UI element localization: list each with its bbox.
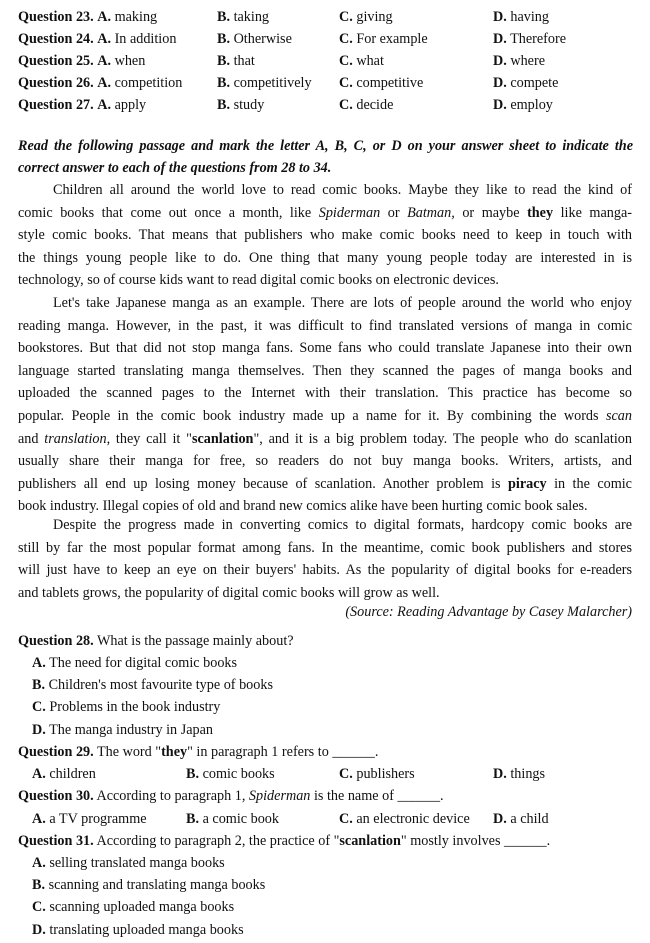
question-number: Question 29. — [18, 744, 94, 760]
passage-line: usually share their manga for free, so readers do not buy manga books. Writers, artists, and — [18, 453, 632, 470]
question-number: Question 24. — [18, 31, 94, 47]
option-b: study — [233, 97, 265, 113]
option-c: what — [356, 53, 384, 69]
passage-line: language started translating manga themselves. Then they scanned the pages of manga books and — [18, 362, 632, 379]
option-b: competitively — [233, 75, 312, 91]
option-d: things — [510, 766, 546, 783]
passage-source: (Source: Reading Advantage by Casey Malarcher) — [345, 604, 632, 620]
passage-line: reading manga. However, in the past, it was difficult to find translated versions of manga in comic — [18, 317, 632, 334]
keyword-they: they — [527, 204, 554, 221]
option-b: a comic book — [202, 810, 279, 827]
question-number: Question 27. — [18, 97, 94, 113]
option-d: having — [510, 9, 549, 25]
passage-line: Despite the progress made in converting comics to digital formats, hardcopy comic books are — [53, 517, 632, 533]
option-c: decide — [356, 97, 394, 113]
question-number: Question 26. — [18, 75, 94, 91]
term-scan: scan — [605, 408, 632, 424]
question-28: Question 28. What is the passage mainly about? — [18, 633, 294, 649]
question-row-26 — [18, 72, 638, 94]
answer-option: C. scanning uploaded manga books — [32, 899, 235, 916]
option-letter: A. — [97, 9, 112, 25]
passage-line: bookstores. But that did not stop manga fans. Some fans who could translate Japanese into their own — [18, 340, 632, 357]
option-a: children — [49, 766, 96, 783]
question-number: Question 23. — [18, 9, 94, 25]
option-a: a TV programme — [49, 810, 147, 827]
answer-option: D. The manga industry in Japan — [32, 721, 213, 738]
option-letter: D. — [493, 75, 507, 91]
option-c: For example — [356, 31, 428, 47]
answer-options-row: A. children B. comic books C. publishers D. things — [32, 766, 546, 783]
option-letter: D. — [493, 31, 507, 47]
question-number: Question 31. — [18, 832, 94, 849]
option-letter: A. — [97, 31, 112, 47]
question-row-27 — [18, 94, 638, 116]
option-letter: A. — [97, 53, 112, 69]
title-batman: Batman, — [407, 204, 455, 221]
answer-options-row: A. a TV programme B. a comic book C. an electronic device D. a child — [32, 810, 549, 827]
option-d: employ — [510, 97, 553, 113]
instruction-line: correct answer to each of the questions from 28 to 34. — [18, 160, 332, 176]
option-letter: B. — [217, 97, 231, 113]
option-d: where — [510, 53, 546, 69]
option-letter: B. — [217, 31, 231, 47]
passage-line: and tablets grows, the popularity of digital comic books will grow as well. — [18, 584, 440, 601]
question-29: Question 29. The word "they" in paragraph 1 refers to ______. — [18, 744, 379, 760]
passage-line: Let's take Japanese manga as an example. There are lots of people around the world who enjoy — [53, 295, 632, 311]
option-a: when — [114, 53, 146, 69]
option-letter: A. — [97, 97, 112, 113]
option-a: making — [114, 9, 158, 25]
question-number: Question 25. — [18, 53, 94, 69]
option-d: Therefore — [510, 31, 567, 47]
option-letter: C. — [339, 75, 353, 91]
option-letter: C. — [339, 97, 353, 113]
answer-option: C. Problems in the book industry — [32, 699, 221, 716]
option-a: competition — [114, 75, 183, 91]
passage-line: Children all around the world love to read comic books. Maybe they like to read the kind of — [53, 182, 632, 198]
term-translation: translation — [44, 430, 107, 447]
passage-line: book industry. Illegal copies of old and brand new comics alike have been hurting comic book sales. — [18, 498, 588, 515]
answer-option: A. selling translated manga books — [32, 855, 225, 871]
passage-line: the things young people like to do. One thing that many young people today are interested in is — [18, 249, 632, 266]
instruction-line: Read the following passage and mark the letter A, B, C, or D on your answer sheet to indicate the — [18, 138, 633, 154]
question-31: Question 31. According to paragraph 2, the practice of "scanlation" mostly involves ______. — [18, 832, 551, 849]
option-b: Otherwise — [233, 31, 292, 47]
answer-option: B. scanning and translating manga books — [32, 877, 266, 894]
passage-line: and translation, they call it "scanlation", and it is a big problem today. The people who do scanlation — [18, 430, 632, 447]
option-a: In addition — [114, 31, 177, 47]
question-row-23 — [18, 6, 638, 28]
option-letter: D. — [493, 53, 507, 69]
option-letter: D. — [493, 9, 507, 25]
option-c: an electronic device — [356, 810, 470, 827]
option-letter: B. — [217, 75, 231, 91]
question-row-24 — [18, 28, 638, 50]
passage-line: still by far the most popular format among fans. In the meantime, comic book publishers and stores — [18, 539, 632, 556]
keyword-piracy: piracy — [508, 475, 547, 492]
question-row-25 — [18, 50, 638, 72]
reading-instruction — [18, 135, 633, 179]
passage-line: will just have to keep an eye on their buyers' habits. As the popularity of digital books for e-readers — [18, 562, 632, 579]
option-letter: D. — [493, 97, 507, 113]
answer-option: D. translating uploaded manga books — [32, 921, 244, 938]
title-spiderman: Spiderman — [318, 204, 381, 221]
option-d: compete — [510, 75, 559, 91]
option-a: apply — [114, 97, 147, 113]
answer-option: B. Children's most favourite type of books — [32, 677, 273, 694]
passage-line: popular. People in the comic book industry made up a name for it. By combining the words scan — [18, 408, 632, 424]
option-letter: A. — [97, 75, 112, 91]
option-letter: B. — [217, 9, 231, 25]
option-d: a child — [510, 810, 549, 827]
keyword-scanlation: scanlation — [191, 430, 254, 447]
answer-option: A. The need for digital comic books — [32, 655, 238, 671]
passage-line: technology, so of course kids want to read digital comic books on electronic devices. — [18, 272, 499, 289]
option-letter: C. — [339, 53, 353, 69]
passage-line: style comic books. That means that publishers who make comic books need to keep in touch with — [18, 227, 632, 244]
option-letter: C. — [339, 9, 353, 25]
option-b: that — [233, 53, 255, 69]
passage-line: publishers all end up losing money because of scanlation. Another problem is piracy in the comic — [18, 475, 632, 492]
option-b: taking — [233, 9, 270, 25]
option-c: giving — [356, 9, 393, 25]
question-30: Question 30. According to paragraph 1, Spiderman is the name of ______. — [18, 788, 444, 805]
passage-line: comic books that come out once a month, like Spiderman or Batman, or maybe they like manga- — [18, 204, 632, 221]
option-b: comic books — [202, 766, 275, 783]
question-number: Question 30. — [18, 788, 94, 805]
passage-line: uploaded the scanned pages to the Internet with their translation. This practice has become so — [18, 385, 632, 402]
option-c: competitive — [356, 75, 424, 91]
option-letter: B. — [217, 53, 231, 69]
question-number: Question 28. — [18, 633, 94, 649]
option-c: publishers — [356, 766, 415, 783]
option-letter: C. — [339, 31, 353, 47]
